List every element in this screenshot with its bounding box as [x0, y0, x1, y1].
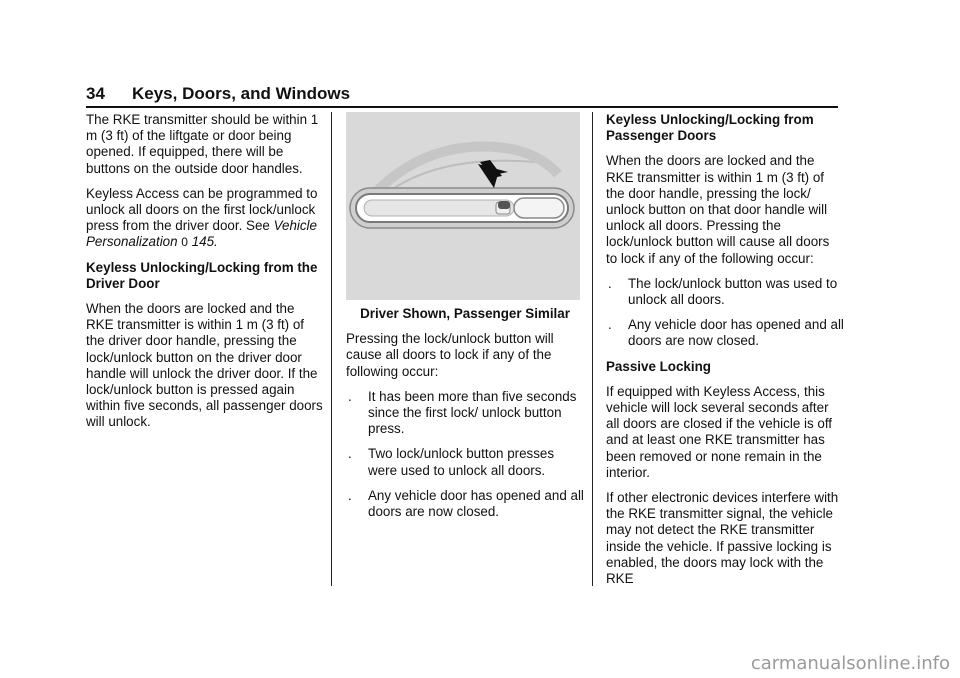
- paragraph: When the doors are locked and the RKE transmitter is within 1 m (3 ft) of the driver door handle, pressing the lock/unlock button on the driver door handle will unlock the driver door. If the lock/unlock button is pressed again within five seconds, all passenger doors will unlock.: [86, 301, 323, 430]
- figure-caption: Driver Shown, Passenger Similar: [360, 306, 570, 321]
- list-item: . It has been more than five seconds since the first lock/ unlock button press.: [348, 388, 577, 437]
- cross-reference-link[interactable]: Vehicle Personalization: [86, 218, 317, 250]
- bullet-icon: .: [608, 275, 612, 291]
- door-handle-illustration: [346, 112, 580, 300]
- list-item: . Any vehicle door has opened and all doors are now closed.: [608, 317, 844, 349]
- page-ref-number: 145.: [187, 234, 218, 250]
- page-number: 34: [86, 84, 105, 103]
- paragraph: If equipped with Keyless Access, this vehicle will lock several seconds after all doors are closed if the vehicle is off and at least one RKE transmitter has been removed or none remain in the interior.: [606, 383, 833, 480]
- paragraph: When the doors are locked and the RKE transmitter is within 1 m (3 ft) of the door handle, pressing the lock/ unlock button on that door handle will unlock all doors. Pressing the lock/unlock button will cause all doors to lock if any of the following occur:: [606, 153, 830, 266]
- watermark: carmanualsonline.info: [750, 653, 950, 674]
- bullet-icon: .: [608, 317, 612, 333]
- paragraph: If other electronic devices interfere with the RKE transmitter signal, the vehicle may not detect the RKE transmitter inside the vehicle. If passive locking is enabled, the doors may lock with the RKE: [606, 490, 839, 587]
- bullet-icon: .: [348, 487, 352, 503]
- page-ref-icon: 0: [181, 235, 188, 250]
- subheading: Keyless Unlocking/Locking from Passenger Doors: [606, 112, 814, 144]
- column-1: [86, 112, 324, 440]
- list-item: . Any vehicle door has opened and all doors are now closed.: [348, 487, 584, 520]
- paragraph: Keyless Access can be programmed to unlock all doors on the first lock/unlock press from the driver door. See Vehicle Personalization 0 145.: [86, 185, 318, 250]
- list-item: . Two lock/unlock button presses were used to unlock all doors.: [348, 446, 555, 478]
- bullet-icon: .: [348, 388, 352, 404]
- list-item: . The lock/unlock button was used to unlock all doors.: [608, 275, 838, 308]
- column-3: [606, 112, 844, 596]
- paragraph: Pressing the lock/unlock button will cause all doors to lock if any of the following occur:: [346, 331, 554, 379]
- page-header: [86, 84, 838, 104]
- header-rule: [86, 106, 838, 108]
- column-divider-2: [592, 112, 593, 586]
- subheading: Keyless Unlocking/Locking from the Driver Door: [86, 259, 318, 291]
- column-divider-1: [331, 112, 332, 586]
- paragraph: The RKE transmitter should be within 1 m (3 ft) of the liftgate or door being opened. If equipped, there will be buttons on the outside door handles.: [86, 112, 319, 176]
- subheading: Passive Locking: [606, 358, 711, 374]
- column-2: [346, 112, 584, 529]
- bullet-icon: .: [348, 446, 352, 462]
- section-title: Keys, Doors, and Windows: [132, 84, 351, 103]
